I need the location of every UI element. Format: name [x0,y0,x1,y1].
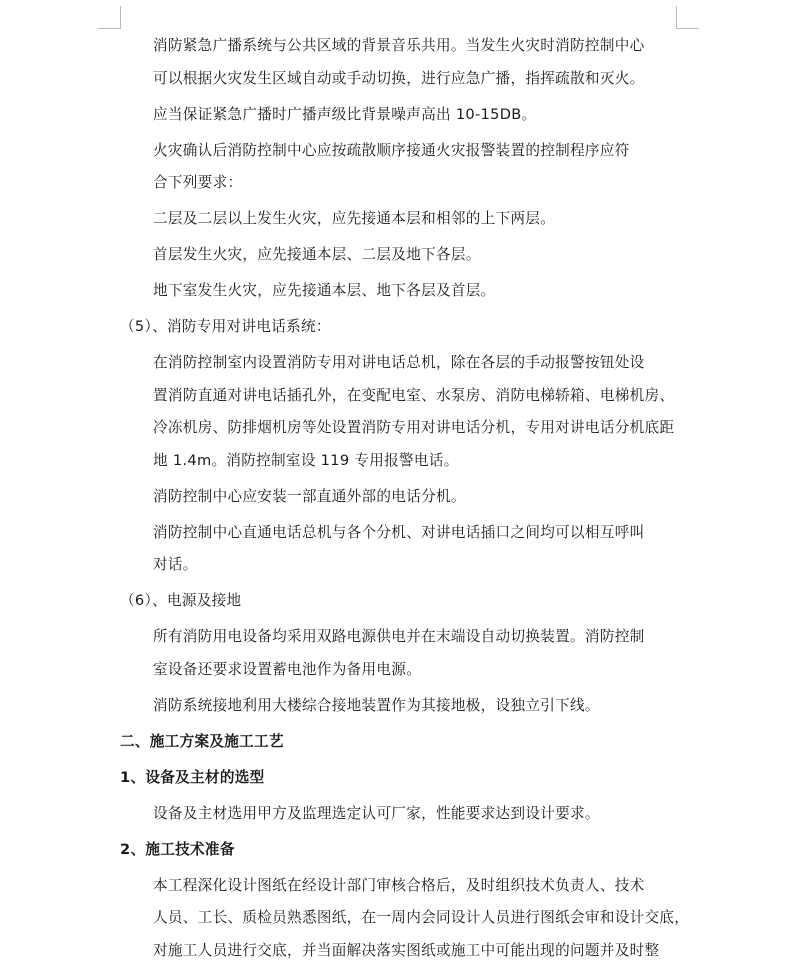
text-line: 可以根据火灾发生区域自动或手动切换，进行应急广播，指挥疏散和灭火。 [153,69,645,87]
text-line: 合下列要求： [153,174,243,191]
text-line: 地 1.4m。消防控制室设 119 专用报警电话。 [153,451,459,469]
body-paragraph [120,621,676,686]
text-line: 首层发生火灾，应先接通本层、二层及地下各层。 [153,246,481,263]
text-line: 二、施工方案及施工工艺 [120,732,284,750]
document-body [120,30,690,971]
text-line: 1、设备及主材的选型 [120,768,265,786]
text-line: 人员、工长、质检员熟悉图纸，在一周内会同设计人员进行图纸会审和设计交底， [153,909,690,926]
body-paragraph [120,347,676,477]
text-line: 地下室发生火灾，应先接通本层、地下各层及首层。 [153,282,496,299]
body-paragraph [120,275,676,308]
text-line: 对话。 [153,556,198,573]
text-line: 消防控制中心直通电话总机与各个分机、对讲电话插口之间均可以相互呼叫 [153,523,645,541]
body-paragraph [120,690,676,723]
text-line: 设备及主材选用甲方及监理选定认可厂家，性能要求达到设计要求。 [153,804,600,822]
body-paragraph [120,481,676,514]
section-subheading [120,311,676,344]
section-subheading [120,585,676,618]
text-line: （6）、电源及接地 [120,592,242,609]
page-corner-mark-top-left [98,6,121,29]
text-line: 应当保证紧急广播时广播声级比背景噪声高出 10-15DB。 [153,105,537,123]
section-heading [120,834,676,867]
body-paragraph [120,135,676,200]
text-line: 室设备还要求设置蓄电池作为备用电源。 [153,660,422,678]
body-paragraph [120,203,676,236]
text-line: 在消防控制室内设置消防专用对讲电话总机，除在各层的手动报警按钮处设 [153,354,645,371]
section-heading [120,762,676,795]
page-corner-mark-top-right [676,6,699,29]
body-paragraph [120,239,676,272]
text-line: 二层及二层以上发生火灾，应先接通本层和相邻的上下两层。 [153,210,556,227]
body-paragraph [120,870,690,968]
text-line: 所有消防用电设备均采用双路电源供电并在末端设自动切换装置。消防控制 [153,628,645,645]
body-paragraph [120,798,676,831]
text-line: 火灾确认后消防控制中心应按疏散顺序接通火灾报警装置的控制程序应符 [153,141,630,159]
text-line: 置消防直通对讲电话插孔外，在变配电室、水泵房、消防电梯轿箱、电梯机房、 [153,386,675,404]
body-paragraph [120,30,676,95]
body-paragraph [120,517,676,582]
text-line: 本工程深化设计图纸在经设计部门审核合格后，及时组织技术负责人、技术 [153,876,645,894]
body-paragraph [120,99,676,132]
text-line: 2、施工技术准备 [120,840,235,858]
text-line: 对施工人员进行交底，并当面解决落实图纸或施工中可能出现的问题并及时整 [153,941,660,959]
section-heading [120,726,676,759]
text-line: 消防控制中心应安装一部直通外部的电话分机。 [153,487,466,505]
text-line: 冷冻机房、防排烟机房等处设置消防专用对讲电话分机，专用对讲电话分机底距 [153,419,675,436]
text-line: 消防系统接地利用大楼综合接地装置作为其接地极，设独立引下线。 [153,696,600,714]
text-line: 消防紧急广播系统与公共区域的背景音乐共用。当发生火灾时消防控制中心 [153,37,645,54]
text-line: （5）、消防专用对讲电话系统： [120,318,331,335]
